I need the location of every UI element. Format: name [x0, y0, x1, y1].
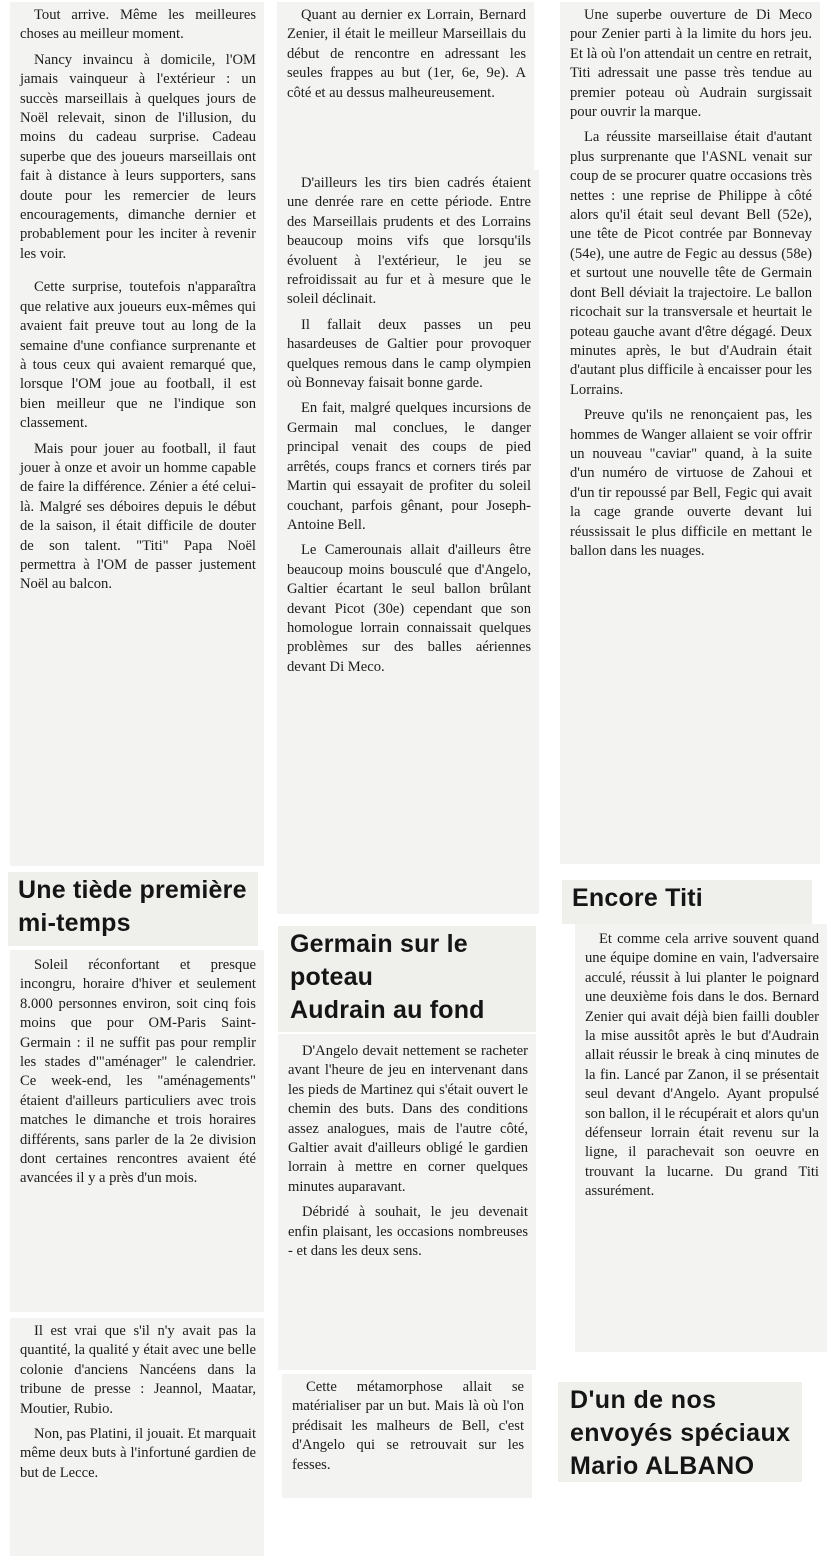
column2-block4 — [282, 1374, 532, 1498]
heading-line: mi-temps — [18, 909, 131, 937]
paragraph: En fait, malgré quelques incursions de Germain mal conclues, le danger principal venait des coups de pied arrêtés, coups francs et corners tirés par Martin qui essayait de profiter du soleil couchant, parfois gênant, pour Joseph-Antoine Bell. — [287, 400, 531, 533]
section-heading-germain-poteau — [278, 926, 536, 1032]
paragraph: Preuve qu'ils ne renonçaient pas, les hommes de Wanger allaient se voir offrir un nouveau "caviar" quand, à la suite d'un numéro de virtuose de Zahoui et d'un tir repoussé par Bell, Fegic qui avait la cage grande ouverte devant lui réussissait le plus difficile en mettant le ballon dans les nuages. — [570, 407, 812, 559]
column2-block3 — [278, 1034, 536, 1370]
paragraph: Le Camerounais allait d'ailleurs être beaucoup moins bousculé que d'Angelo, Galtier écartant le seul ballon brûlant devant Picot (30e) cependant que son homologue lorrain connaissait quelques problèmes sur des balles aériennes devant Di Meco. — [287, 542, 531, 675]
section-heading-tiede-premiere — [8, 872, 258, 946]
column1-block3 — [10, 1318, 264, 1556]
heading-line: Une tiède première — [18, 876, 247, 904]
column3-block1 — [560, 2, 820, 864]
byline-line: D'un de nos — [570, 1386, 717, 1414]
column1-block1 — [10, 2, 264, 866]
paragraph: Et comme cela arrive souvent quand une équipe domine en vain, l'adversaire acculé, réussit à lui planter le poignard une deuxième fois dans le dos. Bernard Zenier qui avait déjà bien failli doubler la mise aussitôt après le but d'Audrain allait réussir le break à cinq minutes de la fin. Lancé par Zanon, il se présentait seul devant d'Angelo. Ayant propulsé son ballon, il le récupérait et alors qu'un défenseur lorrain était revenu sur la ligne, il parachevait son oeuvre en trouvant la lucarne. Du grand Titi assurément. — [585, 931, 819, 1200]
column2-block2 — [277, 170, 539, 914]
paragraph: Non, pas Platini, il jouait. Et marquait même deux buts à l'infortuné gardien de but de Lecce. — [20, 1426, 256, 1481]
paragraph: Débridé à souhait, le jeu devenait enfin plaisant, les occasions nombreuses - et dans les deux sens. — [288, 1204, 528, 1260]
paragraph: D'Angelo devait nettement se racheter avant l'heure de jeu en intervenant dans les pieds de Martinez qui s'était ouvert le chemin des buts. Dans des conditions assez analogues, mais de l'autre côté, Galtier avait d'ailleurs obligé le gardien lorrain à mettre en corner quelques minutes auparavant. — [288, 1043, 528, 1195]
column3-block2 — [575, 924, 827, 1352]
paragraph: Une superbe ouverture de Di Meco pour Zenier parti à la limite du hors jeu. Et là où l'on attendait un centre en retrait, Titi adressait une passe très tendue au premier poteau où Audrain surgissait pour ouvrir la marque. — [570, 7, 812, 121]
paragraph: Nancy invaincu à domicile, l'OM jamais vainqueur à l'extérieur : un succès marseillais à quelques jours de Noël relevait, sinon de l'illusion, du moins du cadeau surprise. Cadeau superbe que des joueurs marseillais ont fait à distance à leurs supporters, sans doute pour les remercier de leurs encouragements, dimanche dernier et probablement pour les inciter à revenir les voir. — [20, 51, 256, 262]
heading-line: poteau — [290, 963, 374, 991]
heading-line: Audrain au fond — [290, 996, 485, 1024]
paragraph: D'ailleurs les tirs bien cadrés étaient une denrée rare en cette période. Entre des Marseillais prudents et des Lorrains beaucoup moins vifs que lorsqu'ils évoluent à l'extérieur, le jeu se refroidissait au fur et à mesure que le soleil déclinait. — [287, 175, 531, 308]
paragraph: La réussite marseillaise était d'autant plus surprenante que l'ASNL venait sur coup de se procurer quatre occasions très nettes : une reprise de Philippe à côté alors qu'il était seul devant Bell (52e), une tête de Picot contrée par Bonnevay (54e), une autre de Fegic au dessus (58e) et surtout une nouvelle tête de Germain dont Bell déviait la trajectoire. Le ballon ricochait sur la transversale et heurtait le poteau gauche avant d'être dégagé. Deux minutes après, le but d'Audrain était d'autant plus difficile à encaisser pour les Lorrains. — [570, 129, 812, 398]
paragraph: Quant au dernier ex Lorrain, Bernard Zenier, il était le meilleur Marseillais du début de rencontre en adressant les seules frappes au but (1er, 6e, 9e). A côté et au dessus malheureusement. — [287, 7, 526, 101]
paragraph: Tout arrive. Même les meilleures choses au meilleur moment. — [20, 7, 256, 43]
heading-line: Germain sur le — [290, 930, 468, 958]
column1-block2 — [10, 950, 264, 1312]
byline-mario-albano — [558, 1382, 802, 1482]
paragraph: Il fallait deux passes un peu hasardeuses de Galtier pour provoquer quelques remous dans le camp olympien où Bonnevay faisait bonne garde. — [287, 316, 531, 392]
paragraph: Mais pour jouer au football, il faut jouer à onze et avoir un homme capable de faire la différence. Zénier a été celui-là. Malgré ses déboires depuis le début de la saison, il était difficile de douter de son talent. "Titi" Papa Noël permettra à l'OM de passer justement Noël au balcon. — [20, 440, 256, 593]
paragraph: Soleil réconfortant et presque incongru, horaire d'hiver et seulement 8.000 personnes environ, soit cinq fois moins que pour OM-Paris Saint-Germain : il ne suffit pas pour remplir les stades d'"aménager" le calendrier. Ce week-end, les "aménagements" étaient d'ailleurs particuliers avec trois matches le dimanche et trois horaires différents, sans parler de la 2e division dont certaines rencontres avaient été avancées il y a près d'un mois. — [20, 957, 256, 1187]
heading-line: Encore Titi — [572, 884, 703, 912]
section-heading-encore-titi — [562, 880, 812, 924]
byline-author: Mario ALBANO — [570, 1452, 755, 1480]
paragraph: Il est vrai que s'il n'y avait pas la quantité, la qualité y était avec une belle colonie d'anciens Nancéens dans la tribune de presse : Jeannol, Maatar, Moutier, Rubio. — [20, 1323, 256, 1417]
byline-line: envoyés spéciaux — [570, 1419, 791, 1447]
paragraph: Cette surprise, toutefois n'apparaîtra que relative aux joueurs eux-mêmes qui avaient fait preuve tout au long de la semaine d'une confiance surprenante et à tous ceux qui avaient remarqué que, lorsque l'OM joue au football, il est bien meilleur que ne l'indique son classement. — [20, 279, 256, 432]
column2-block1 — [277, 2, 534, 170]
paragraph: Cette métamorphose allait se matérialiser par un but. Mais là où l'on prédisait les malheurs de Bell, c'est d'Angelo qui se retrouvait sur les fesses. — [292, 1379, 524, 1473]
